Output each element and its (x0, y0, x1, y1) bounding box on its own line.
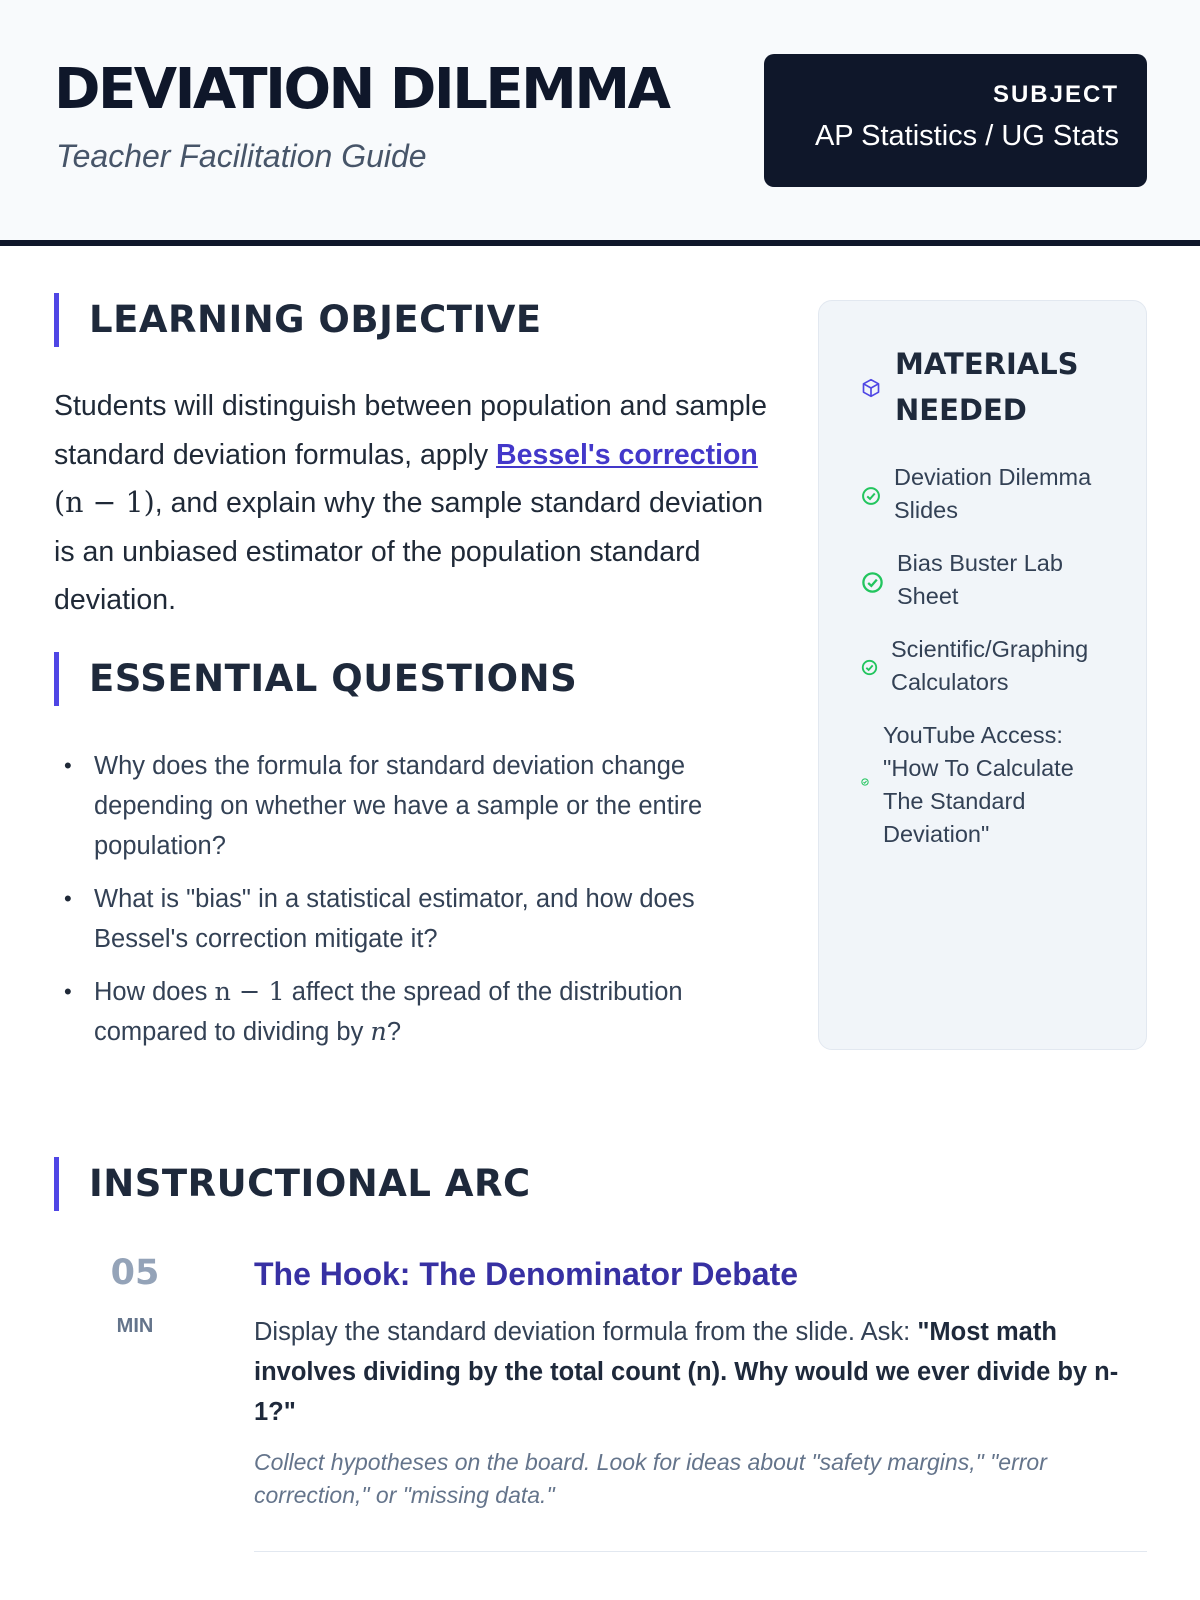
box-icon (861, 378, 881, 398)
learning-objective-heading: LEARNING OBJECTIVE (54, 293, 542, 347)
material-label: Bias Buster Lab Sheet (897, 550, 1063, 609)
list-item (54, 972, 774, 1052)
bullet-icon: • (64, 886, 72, 911)
question-text: What is "bias" in a statistical estimator, and how does Bessel's correction mitigate it? (94, 885, 695, 953)
material-label: YouTube Access: "How To Calculate The Standard Deviation" (883, 722, 1074, 847)
question-text-middle: affect the spread of the distribution compared to dividing by (94, 978, 683, 1046)
page-header (0, 0, 1200, 246)
bullet-icon: • (64, 753, 72, 778)
material-label: Deviation Dilemma Slides (894, 464, 1092, 523)
check-circle-icon (861, 571, 884, 594)
materials-panel (818, 300, 1147, 1050)
instructional-arc-heading: INSTRUCTIONAL ARC (54, 1157, 531, 1211)
question-math: n − 1 (214, 977, 285, 1007)
essential-questions-heading: ESSENTIAL QUESTIONS (54, 652, 577, 706)
step-duration-unit: MIN (116, 1315, 154, 1337)
page-title: DEVIATION DILEMMA (54, 57, 669, 122)
page-subtitle: Teacher Facilitation Guide (56, 138, 427, 174)
question-text-before: How does (94, 978, 215, 1006)
objective-math: (n − 1) (54, 486, 155, 519)
step-note: Collect hypotheses on the board. Look for ideas about "safety margins," "error correction," or "missing data." (254, 1449, 1047, 1508)
list-item (54, 746, 774, 866)
step-body (254, 1312, 1124, 1432)
objective-text-before: Students will distinguish between population and sample standard deviation formulas, apply (54, 390, 767, 471)
bessels-correction-link[interactable]: Bessel's correction (496, 438, 758, 471)
step-title: The Hook: The Denominator Debate (254, 1256, 799, 1292)
check-circle-icon (861, 778, 869, 786)
question-math-n: n (370, 1017, 387, 1047)
question-text: Why does the formula for standard deviation change depending on whether we have a sample or the entire population? (94, 752, 703, 860)
question-text-after: ? (386, 1018, 402, 1046)
essential-questions-list (54, 746, 774, 1065)
subject-badge (764, 54, 1147, 187)
subject-label: SUBJECT (992, 81, 1119, 108)
step-duration: 05 (110, 1253, 160, 1293)
check-circle-icon (861, 486, 881, 506)
step-body-plain: Display the standard deviation formula from the slide. Ask: (254, 1318, 918, 1346)
check-circle-icon (861, 659, 878, 676)
divider (254, 1551, 1147, 1552)
subject-value: AP Statistics / UG Stats (814, 120, 1119, 152)
step-body-quote: "Most math involves dividing by the total count (n). Why would we ever divide by n-1?" (254, 1318, 1119, 1426)
bullet-icon: • (64, 979, 72, 1004)
list-item (54, 879, 774, 959)
objective-text-after: , and explain why the sample standard deviation is an unbiased estimator of the population standard deviation. (54, 487, 764, 616)
material-label: Scientific/Graphing Calculators (891, 636, 1089, 695)
materials-heading: MATERIALS NEEDED (895, 347, 1079, 427)
learning-objective-text (54, 382, 774, 625)
